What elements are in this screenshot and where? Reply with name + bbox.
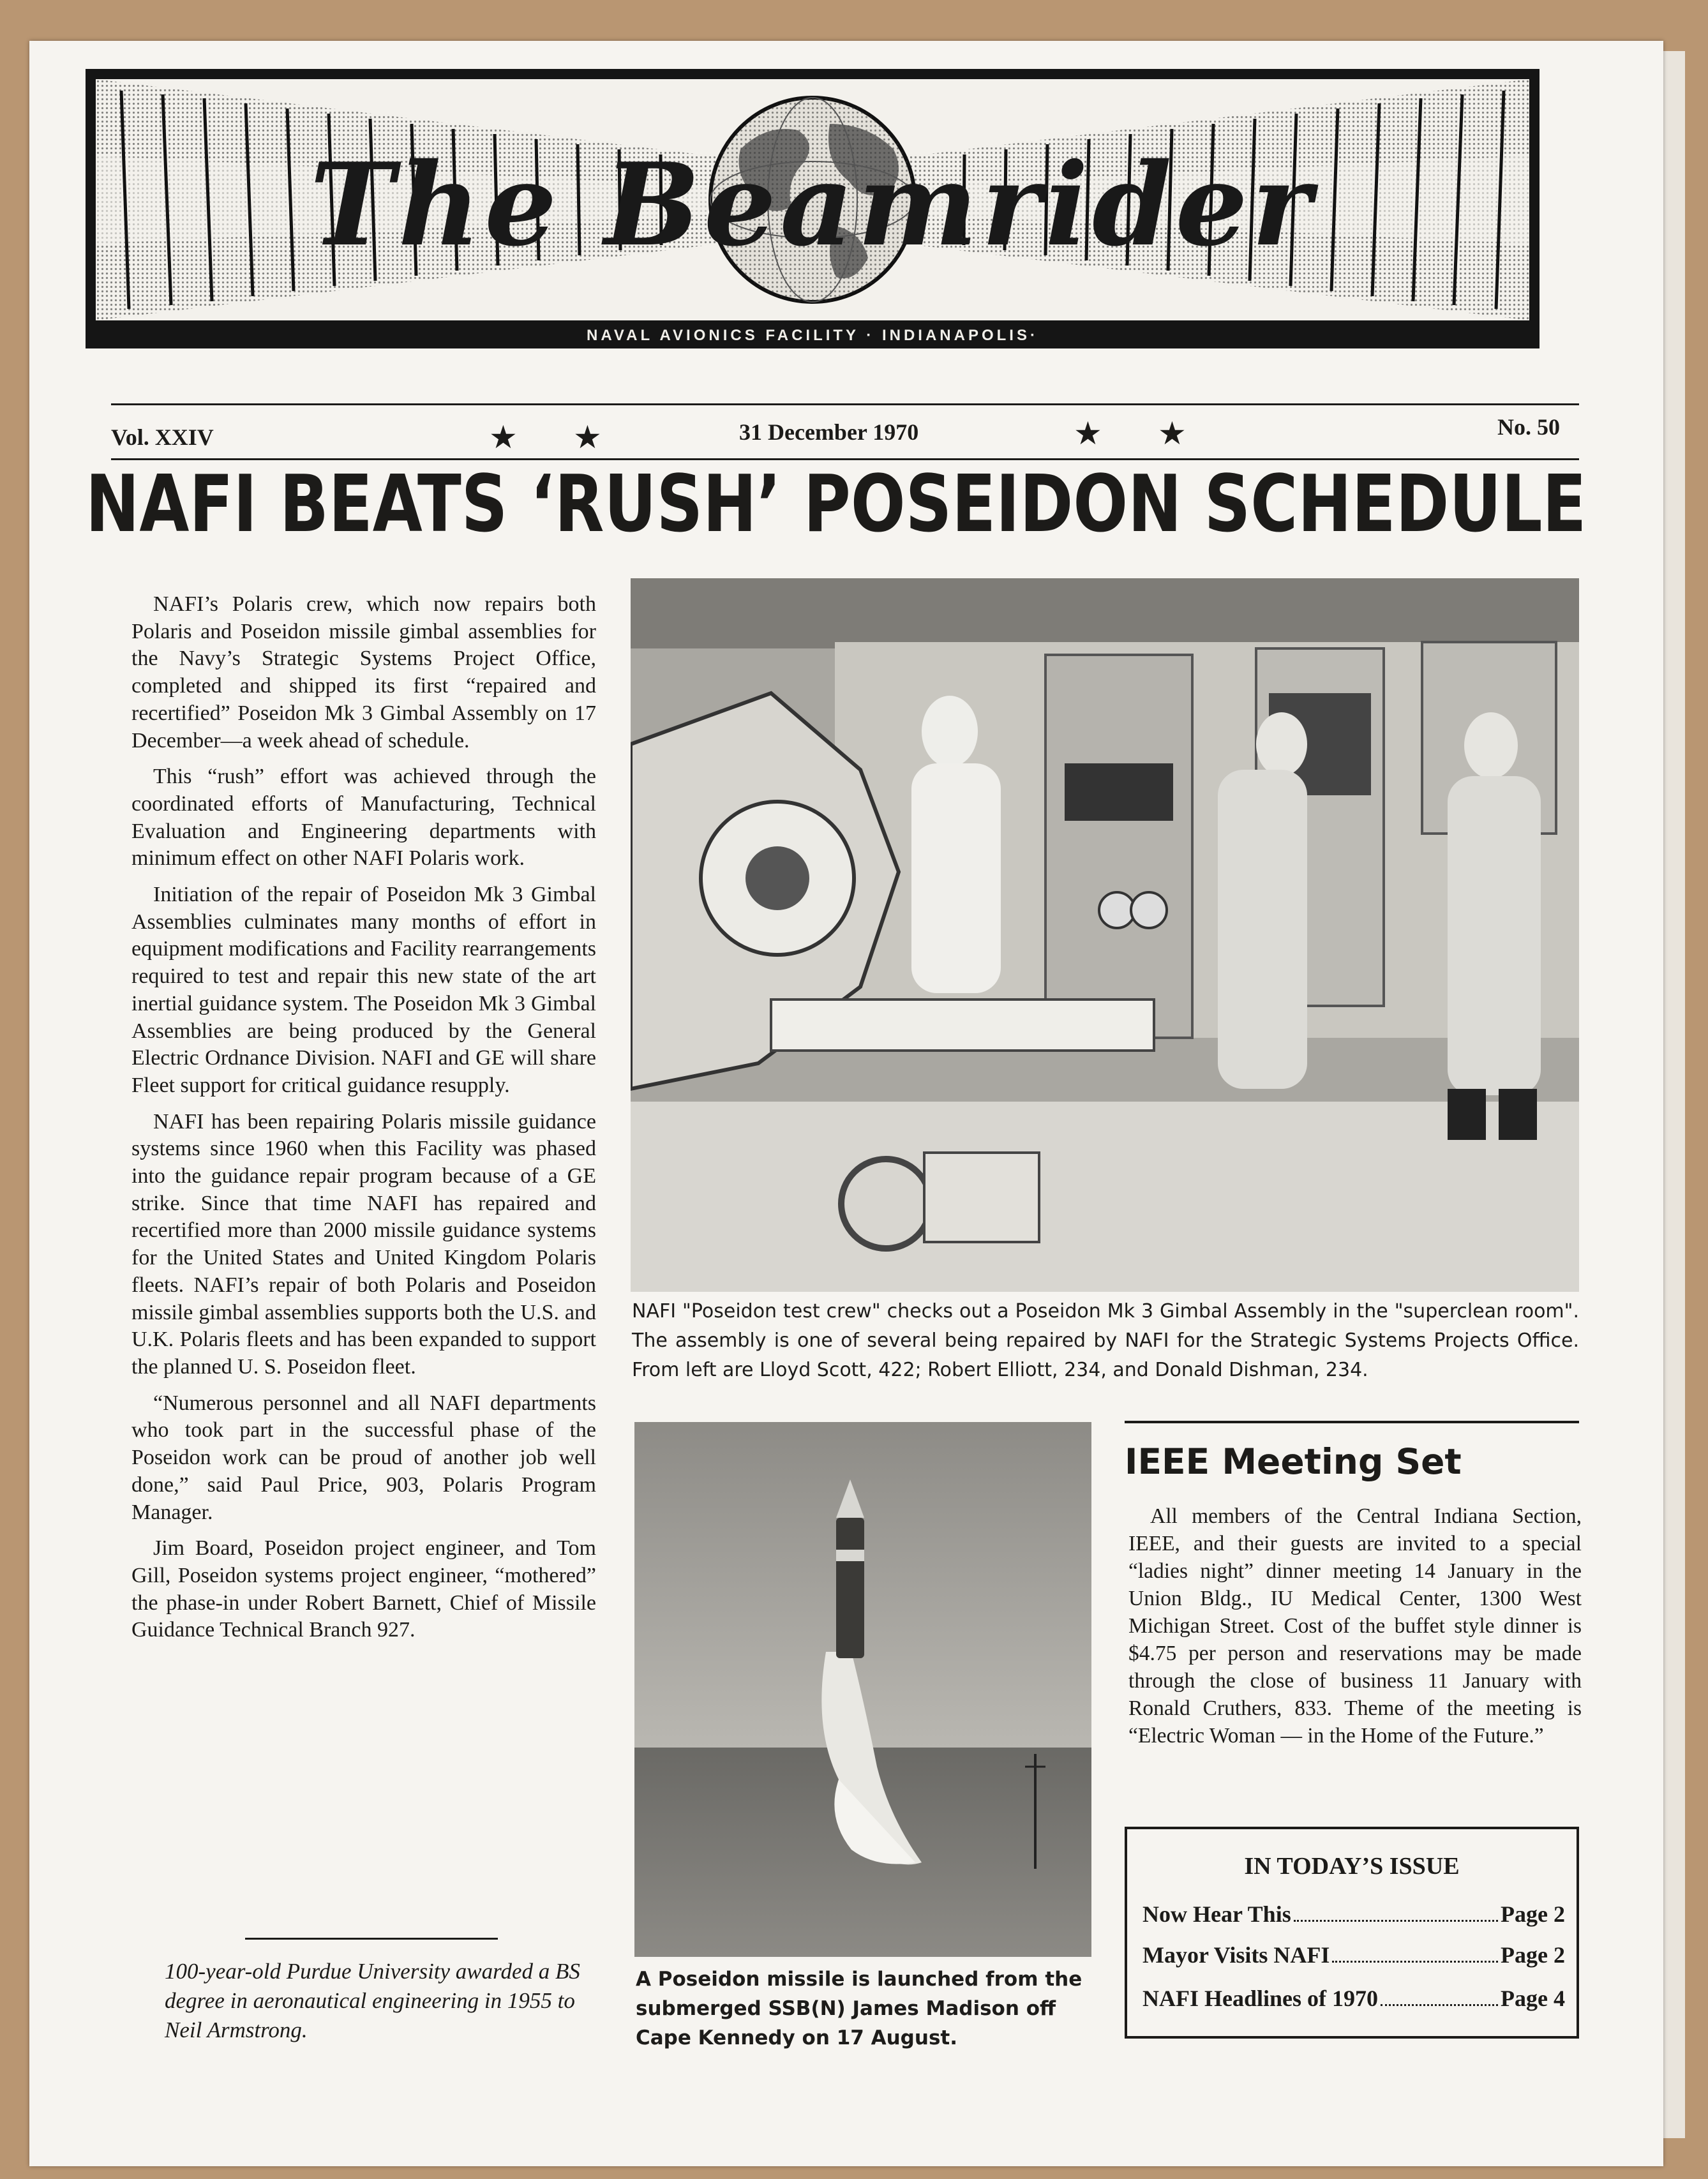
main-article bbox=[131, 591, 596, 1653]
masthead-artwork bbox=[96, 79, 1529, 320]
sidebar-rule bbox=[1125, 1421, 1579, 1423]
toc-item[interactable] bbox=[1142, 1985, 1565, 2012]
toc-item[interactable] bbox=[1142, 1901, 1565, 1928]
volume-label: Vol. XXIV bbox=[111, 424, 214, 450]
article-paragraph: Initiation of the repair of Poseidon Mk 3 Gimbal Assemblies culminates many months of effort in equipment modifications and Facility rearrangements required to test and repair this new state of the art inertial guidance system. The Poseidon Mk 3 Gimbal Assemblies are being produced by the General Electric Ordnance Division. NAFI and GE will share Fleet support for critical guidance resupply. bbox=[131, 883, 596, 1097]
toc-leader-dots bbox=[1332, 1961, 1498, 1963]
toc-item-page: Page 2 bbox=[1501, 1942, 1565, 1968]
toc-leader-dots bbox=[1381, 2004, 1498, 2006]
ieee-heading: IEEE Meeting Set bbox=[1125, 1441, 1462, 1482]
missile-launch-graphic bbox=[634, 1422, 1091, 1957]
masthead bbox=[86, 69, 1539, 348]
toc-item[interactable] bbox=[1142, 1942, 1565, 1968]
star-ornament: ★ bbox=[1074, 416, 1102, 451]
star-ornament: ★ bbox=[489, 419, 518, 455]
headline: NAFI BEATS ‘RUSH’ POSEIDON SCHEDULE bbox=[86, 459, 1587, 550]
issue-number: No. 50 bbox=[1497, 414, 1560, 440]
article-paragraph: NAFI’s Polaris crew, which now repairs both Polaris and Poseidon missile gimbal assemblies for the Navy’s Strategic Systems Project Office, completed and shipped its first “repaired and recertified” Poseidon Mk 3 Gimbal Assembly on 17 December—a week ahead of schedule. bbox=[131, 592, 596, 753]
toc-item-label: Mayor Visits NAFI bbox=[1142, 1942, 1330, 1968]
article-paragraph: Jim Board, Poseidon project engineer, and Tom Gill, Poseidon systems project engineer, “mothered” the phase-in under Robert Barnett, Chief of Missile Guidance Technical Branch 927. bbox=[131, 1536, 596, 1642]
missile-caption: A Poseidon missile is launched from the submerged SSB(N) James Madison off Cape Kennedy on 17 August. bbox=[636, 1968, 1082, 2049]
toc-leader-dots bbox=[1294, 1920, 1498, 1922]
table-of-contents bbox=[1125, 1827, 1579, 2039]
article-paragraph: NAFI has been repairing Polaris missile guidance systems since 1960 when this Facility was phased into the guidance repair program because of a GE strike. Since that time NAFI has repaired and recertified more than 2000 missile guidance systems for the United States and United Kingdom Polaris fleets. NAFI’s repair of both Polaris and Poseidon missile gimbal assemblies supports both the U.S. and U.K. Polaris fleets and has been expanded to support the planned U. S. Poseidon fleet. bbox=[131, 1109, 596, 1379]
filler-divider bbox=[245, 1938, 498, 1940]
toc-title: IN TODAY’S ISSUE bbox=[1244, 1853, 1460, 1880]
toc-item-label: Now Hear This bbox=[1142, 1901, 1291, 1927]
article-paragraph: “Numerous personnel and all NAFI departments who took part in the successful phase of the Poseidon work can be proud of another job well done,” said Paul Price, 903, Polaris Program Manager. bbox=[131, 1391, 596, 1524]
masthead-title: The Beamrider bbox=[310, 138, 1315, 271]
missile-launch-photo bbox=[634, 1422, 1091, 1957]
clean-room-photo-graphic bbox=[631, 578, 1579, 1292]
toc-item-page: Page 4 bbox=[1501, 1986, 1565, 2011]
masthead-subtitle: NAVAL AVIONICS FACILITY · INDIANAPOLIS· bbox=[587, 327, 1038, 344]
star-ornament: ★ bbox=[573, 419, 602, 455]
issue-date: 31 December 1970 bbox=[739, 419, 919, 445]
ieee-article bbox=[1128, 1502, 1582, 1758]
article-paragraph: This “rush” effort was achieved through the coordinated efforts of Manufacturing, Technical Evaluation and Engineering departments with minimum effect on other NAFI Polaris work. bbox=[131, 765, 596, 871]
photo-caption: NAFI "Poseidon test crew" checks out a Poseidon Mk 3 Gimbal Assembly in the "superclean room". The assembly is one of several being repaired by NAFI for the Strategic Systems Projects Office. From left are Lloyd Scott, 422; Robert Elliott, 234, and Donald Dishman, 234. bbox=[632, 1300, 1579, 1381]
clean-room-photo bbox=[631, 578, 1579, 1292]
toc-item-label: NAFI Headlines of 1970 bbox=[1142, 1986, 1378, 2011]
filler-item: 100-year-old Purdue University awarded a BS degree in aeronautical engineering in 1955 to Neil Armstrong. bbox=[165, 1959, 580, 2042]
ieee-paragraph: All members of the Central Indiana Section, IEEE, and their guests are invited to a special “ladies night” dinner meeting 14 January in the Union Bldg., IU Medical Center, 1300 West Michigan Street. Cost of the buffet style dinner is $4.75 per person and reservations may be made through the close of business 11 January with Ronald Cruthers, 833. Theme of the meeting is “Electric Woman — in the Home of the Future.” bbox=[1128, 1504, 1582, 1748]
issue-rule-top bbox=[111, 403, 1579, 405]
star-ornament: ★ bbox=[1158, 416, 1187, 451]
toc-item-page: Page 2 bbox=[1501, 1901, 1565, 1927]
